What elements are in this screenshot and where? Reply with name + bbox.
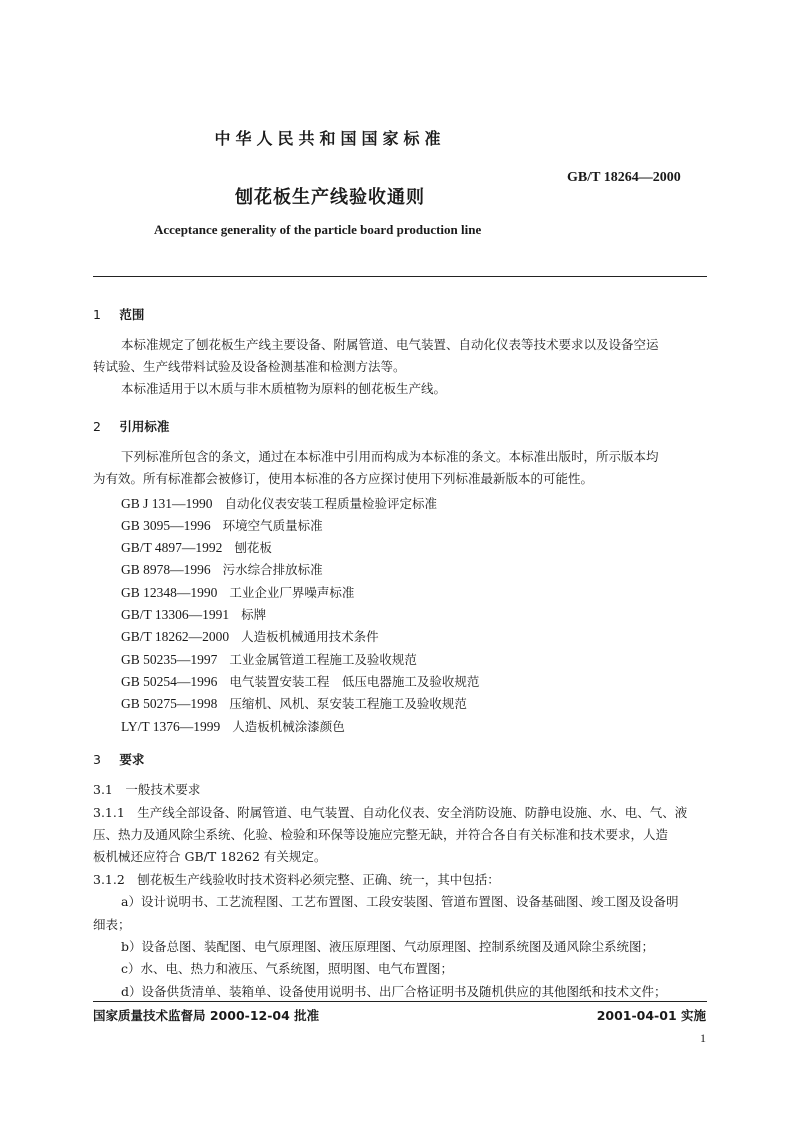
reference-item: GB 50235—1997 工业金属管道工程施工及验收规范 (121, 652, 417, 667)
reference-item: GB/T 18262—2000 人造板机械通用技术条件 (121, 629, 379, 644)
section-2-heading (93, 417, 169, 435)
paragraph: 下列标准所包含的条文，通过在本标准中引用而构成为本标准的条文。本标准出版时，所示版本均 (121, 449, 659, 464)
paragraph: 转试验、生产线带料试验及设备检测基准和检测方法等。 (93, 359, 406, 374)
reference-item: GB J 131—1990 自动化仪表安装工程质量检验评定标准 (121, 496, 438, 511)
reference-item: GB 3095—1996 环境空气质量标准 (121, 518, 323, 533)
implementation-date: 2001-04-01 实施 (596, 1008, 706, 1023)
section-number: 3 (93, 752, 101, 767)
list-item: d）设备供货清单、装箱单、设备使用说明书、出厂合格证明书及随机供应的其他图纸和技术文件； (121, 984, 667, 999)
approval-date: 国家质量技术监督局 2000-12-04 批准 (93, 1008, 320, 1023)
reference-item: GB/T 13306—1991 标牌 (121, 607, 267, 622)
section-title: 范围 (119, 307, 145, 322)
reference-item: GB 8978—1996 污水综合排放标准 (121, 562, 323, 577)
list-item: c）水、电、热力和液压、气系统图，照明图、电气布置图； (121, 961, 454, 976)
list-item: b）设备总图、装配图、电气原理图、液压原理图、气动原理图、控制系统图及通风除尘系统图； (121, 939, 655, 954)
section-title: 要求 (119, 752, 145, 767)
clause-text: 3.1.1 生产线全部设备、附属管道、电气装置、自动化仪表、安全消防设施、防静电设施、水、电、气、液 (93, 805, 688, 820)
reference-item: GB 12348—1990 工业企业厂界噪声标准 (121, 585, 355, 600)
standard-code: GB/T 18264—2000 (567, 170, 681, 185)
reference-item: LY/T 1376—1999 人造板机械涂漆颜色 (121, 719, 345, 734)
header-divider (93, 276, 707, 277)
clause-text: 3.1.2 刨花板生产线验收时技术资料必须完整、正确、统一，其中包括： (93, 872, 500, 887)
national-standard-heading: 中华人民共和国国家标准 (214, 129, 446, 148)
reference-item: GB 50254—1996 电气装置安装工程 低压电器施工及验收规范 (121, 674, 480, 689)
page-number: 1 (700, 1031, 706, 1045)
footer-divider (93, 1001, 707, 1002)
list-item: a）设计说明书、工艺流程图、工艺布置图、工段安装图、管道布置图、设备基础图、竣工图及设备明 (121, 894, 679, 909)
document-title-en: Acceptance generality of the particle board production line (154, 222, 482, 237)
section-number: 2 (93, 419, 101, 434)
section-title: 引用标准 (119, 419, 170, 434)
reference-item: GB 50275—1998 压缩机、风机、泵安装工程施工及验收规范 (121, 696, 467, 711)
reference-item: GB/T 4897—1992 刨花板 (121, 540, 272, 555)
section-3-heading (93, 750, 144, 768)
paragraph: 本标准规定了刨花板生产线主要设备、附属管道、电气装置、自动化仪表等技术要求以及设备空运 (121, 337, 659, 352)
document-title-cn: 刨花板生产线验收通则 (235, 187, 425, 208)
paragraph: 为有效。所有标准都会被修订，使用本标准的各方应探讨使用下列标准最新版本的可能性。 (93, 471, 594, 486)
clause-text: 板机械还应符合 GB/T 18262 有关规定。 (93, 849, 327, 864)
subsection-heading: 3.1 一般技术要求 (93, 782, 201, 797)
paragraph: 本标准适用于以木质与非木质植物为原料的刨花板生产线。 (121, 381, 447, 396)
section-1-heading (93, 305, 144, 323)
list-item-continued: 细表； (93, 917, 131, 932)
clause-text: 压、热力及通风除尘系统、化验、检验和环保等设施应完整无缺，并符合各自有关标准和技术要求，人造 (93, 827, 669, 842)
section-number: 1 (93, 307, 101, 322)
